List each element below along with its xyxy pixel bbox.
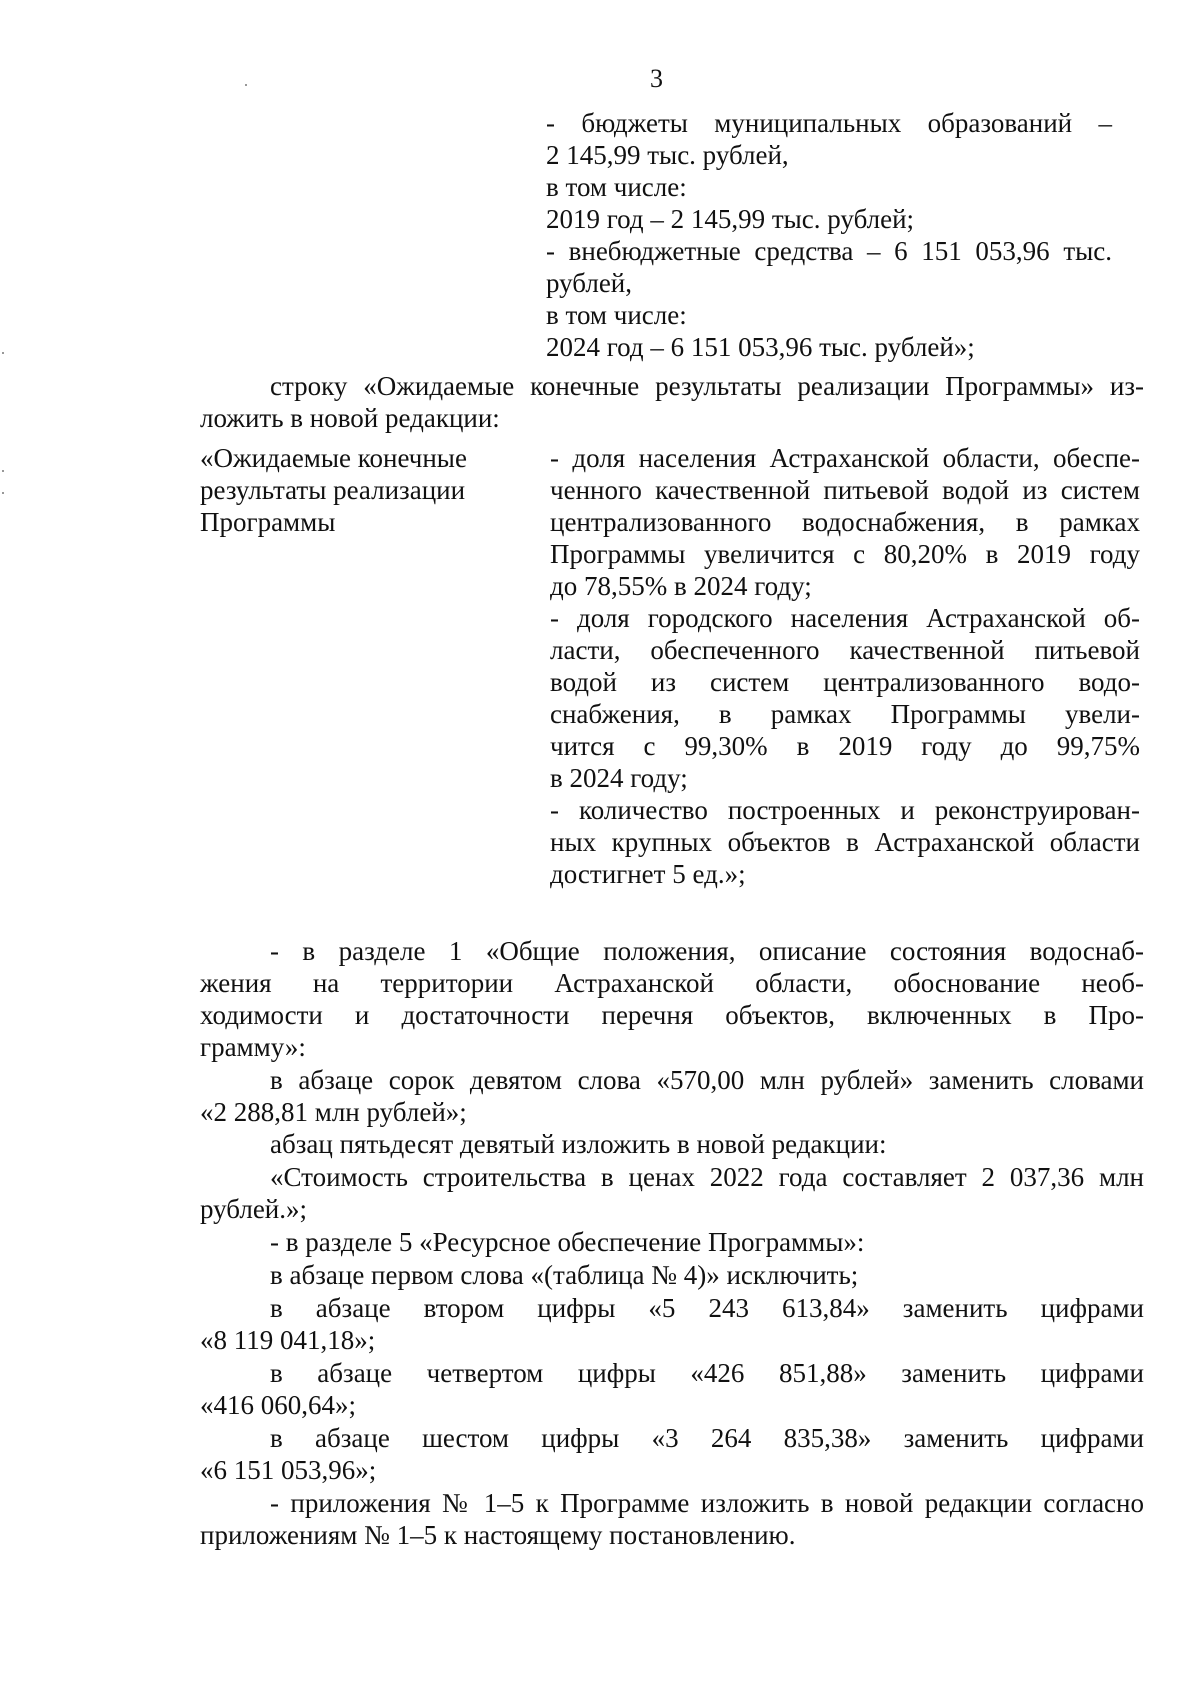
table-right-cell-line: снабжения, в рамках Программы увели- [550, 699, 1140, 729]
table-right-cell-line: - доля населения Астраханской области, обеспе- [550, 443, 1140, 473]
table-right-cell-line: чится с 99,30% в 2019 году до 99,75% [550, 731, 1140, 761]
table-right-cell-line: - количество построенных и реконструирован- [550, 795, 1140, 825]
table-left-cell-line: Программы [200, 507, 336, 537]
page-number: 3 [650, 64, 663, 93]
body-line: «2 288,81 млн рублей»; [200, 1097, 467, 1127]
table-right-cell-line: ных крупных объектов в Астраханской области [550, 827, 1140, 857]
body-line: рублей.»; [200, 1194, 308, 1224]
body-line: «Стоимость строительства в ценах 2022 года составляет 2 037,36 млн [270, 1162, 1144, 1192]
body-line: в абзаце втором цифры «5 243 613,84» заменить цифрами [270, 1293, 1144, 1323]
table-right-cell-line: достигнет 5 ед.»; [550, 859, 746, 889]
table-right-cell-line: ченного качественной питьевой водой из систем [550, 475, 1140, 505]
body-line: - приложения № 1–5 к Программе изложить в новой редакции согласно [270, 1488, 1144, 1518]
passport-line: 2019 год – 2 145,99 тыс. рублей; [546, 204, 915, 234]
body-line: «416 060,64»; [200, 1390, 357, 1420]
scan-speck [2, 470, 4, 472]
body-line: - в разделе 5 «Ресурсное обеспечение Программы»: [270, 1227, 865, 1257]
body-line: в абзаце сорок девятом слова «570,00 млн рублей» заменить словами [270, 1065, 1144, 1095]
intro-line: строку «Ожидаемые конечные результаты реализации Программы» из- [270, 371, 1144, 401]
body-line: «8 119 041,18»; [200, 1325, 376, 1355]
table-right-cell-line: Программы увеличится с 80,20% в 2019 году [550, 539, 1140, 569]
table-left-cell-line: результаты реализации [200, 475, 466, 505]
body-line: абзац пятьдесят девятый изложить в новой редакции: [270, 1129, 887, 1159]
passport-line: в том числе: [546, 300, 687, 330]
table-right-cell-line: в 2024 году; [550, 763, 688, 793]
body-line: «6 151 053,96»; [200, 1455, 377, 1485]
passport-line: 2 145,99 тыс. рублей, [546, 140, 789, 170]
passport-line: в том числе: [546, 172, 687, 202]
table-right-cell-line: водой из систем централизованного водо- [550, 667, 1140, 697]
body-line: в абзаце четвертом цифры «426 851,88» заменить цифрами [270, 1358, 1144, 1388]
body-line: жения на территории Астраханской области, обоснование необ- [200, 968, 1144, 998]
scan-speck [245, 84, 247, 86]
table-right-cell-line: - доля городского населения Астраханской об- [550, 603, 1140, 633]
table-right-cell-line: ласти, обеспеченного качественной питьевой [550, 635, 1140, 665]
body-line: ходимости и достаточности перечня объектов, включенных в Про- [200, 1000, 1144, 1030]
passport-line: - внебюджетные средства – 6 151 053,96 тыс. [546, 236, 1112, 266]
table-right-cell-line: до 78,55% в 2024 году; [550, 571, 812, 601]
table-right-cell-line: централизованного водоснабжения, в рамках [550, 507, 1140, 537]
body-line: приложениям № 1–5 к настоящему постановлению. [200, 1520, 796, 1550]
passport-line: 2024 год – 6 151 053,96 тыс. рублей»; [546, 332, 975, 362]
table-left-cell-line: «Ожидаемые конечные [200, 443, 467, 473]
body-line: грамму»: [200, 1032, 306, 1062]
passport-line: - бюджеты муниципальных образований – [546, 108, 1112, 138]
passport-line: рублей, [546, 268, 633, 298]
body-line: - в разделе 1 «Общие положения, описание состояния водоснаб- [270, 936, 1144, 966]
intro-line: ложить в новой редакции: [200, 403, 500, 433]
body-line: в абзаце шестом цифры «3 264 835,38» заменить цифрами [270, 1423, 1144, 1453]
scan-speck [2, 492, 4, 494]
body-line: в абзаце первом слова «(таблица № 4)» исключить; [270, 1260, 859, 1290]
scan-speck [2, 352, 4, 354]
